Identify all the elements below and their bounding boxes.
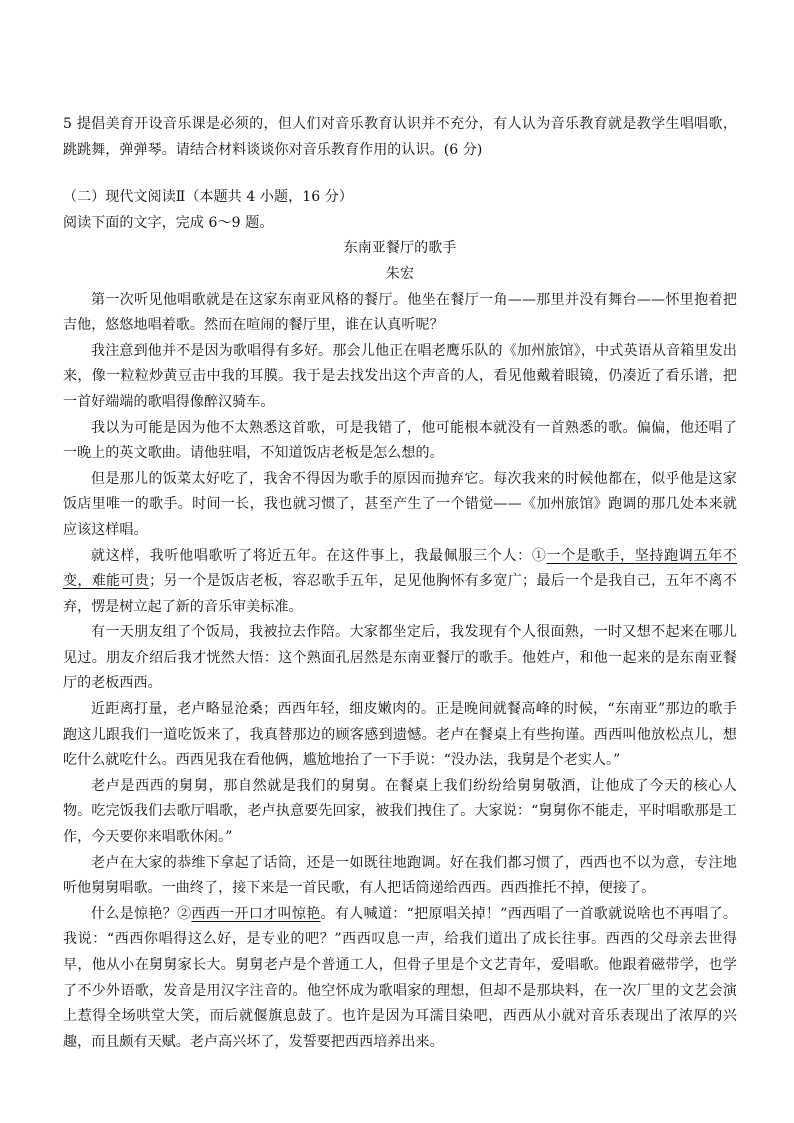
article-paragraph-10 bbox=[63, 902, 737, 1056]
article-paragraph-3: 我以为可能是因为他不太熟悉这首歌，可是我错了，他可能根本就没有一首熟悉的歌。偏偏，他还唱了一晚上的英文歌曲。请他驻唱，不知道饭店老板是怎么想的。 bbox=[63, 419, 737, 462]
section-instruction: 阅读下面的文字，完成 6～9 题。 bbox=[63, 214, 274, 231]
article-paragraph-2: 我注意到他并不是因为歌唱得有多好。那会儿他正在唱老鹰乐队的《加州旅馆》，中式英语从音箱里发出来，像一粒粒炒黄豆击中我的耳膜。我于是去找发出这个声音的人，看见他戴着眼镜，仍凑近了看乐谱，把一首好端端的歌唱得像醉汉骑车。 bbox=[63, 342, 737, 410]
document-page bbox=[63, 112, 737, 1055]
article-paragraph-7: 近距离打量，老卢略显沧桑；西西年轻，细皮嫩肉的。正是晚间就餐高峰的时候，“东南亚”那边的歌手跑这儿跟我们一道吃饭来了，我真替那边的顾客感到遗憾。老卢在餐桌上有些拘谨。西西叫他放松点儿，想吃什么就吃什么。西西见我在看他俩，尴尬地抬了一下手说：“没办法，我舅是个老实人。” bbox=[63, 701, 737, 769]
section-heading: （二）现代文阅读Ⅱ（本题共 4 小题，16 分） bbox=[63, 189, 353, 206]
spacer bbox=[63, 163, 737, 185]
underlined-sentence-1: 一个是歌手，坚持跑调五年不变，难能可贵 bbox=[63, 547, 737, 590]
article-paragraph-6: 有一天朋友组了个饭局，我被拉去作陪。大家都坐定后，我发现有个人很面熟，一时又想不起来在哪儿见过。朋友介绍后我才恍然大悟：这个熟面孔居然是东南亚餐厅的歌手。他姓卢，和他一起来的是东南亚餐厅的老板西西。 bbox=[63, 624, 737, 692]
article-paragraph-1: 第一次听见他唱歌就是在这家东南亚风格的餐厅。他坐在餐厅一角——那里并没有舞台——怀里抱着把吉他，悠悠地唱着歌。然而在喧闹的餐厅里，谁在认真听呢？ bbox=[63, 291, 737, 334]
article-paragraph-4: 但是那儿的饭菜太好吃了，我舍不得因为歌手的原因而抛弃它。每次我来的时候他都在，似乎他是这家饭店里唯一的歌手。时间一长，我也就习惯了，甚至产生了一个错觉——《加州旅馆》跑调的那几处本来就应该这样唱。 bbox=[63, 470, 737, 538]
paragraph-5-text-b: ；另一个是饭店老板，容忍歌手五年，足见他胸怀有多宽广；最后一个是我自己，五年不离不弃，愣是树立起了新的音乐审美标准。 bbox=[63, 573, 737, 615]
article-paragraph-8: 老卢是西西的舅舅，那自然就是我们的舅舅。在餐桌上我们纷纷给舅舅敬酒，让他成了今天的核心人物。吃完饭我们去歌厅唱歌，老卢执意要先回家，被我们拽住了。大家说：“舅舅你不能走，平时唱歌那是工作，今天要你来唱歌休闲。” bbox=[63, 777, 737, 846]
paragraph-5-text-a: 就这样，我听他唱歌听了将近五年。在这件事上，我最佩服三个人：① bbox=[91, 547, 547, 564]
paragraph-10-text-a: 什么是惊艳？② bbox=[91, 905, 192, 922]
paragraph-10-text-b: 。有人喊道：“把原唱关掉！”西西唱了一首歌就说啥也不再唱了。我说：“西西你唱得这么好，是专业的吧？”西西叹息一声，给我们道出了成长往事。西西的父母亲去世得早，他从小在舅舅家长大。舅舅老卢是个普通工人，但骨子里是个文艺青年，爱唱歌。他跟着磁带学，也学了不少外语歌，发音是用汉字注音的。他空怀成为歌唱家的理想，但却不是那块料，在一次厂里的文艺会演上惹得全场哄堂大笑，而后就偃旗息鼓了。也许是因为耳濡目染吧，西西从小就对音乐表现出了浓厚的兴趣，而且颇有天赋。老卢高兴坏了，发誓要把西西培养出来。 bbox=[63, 905, 738, 1050]
article-paragraph-5 bbox=[63, 544, 737, 621]
article-title: 东南亚餐厅的歌手 bbox=[343, 240, 457, 257]
article-paragraph-9: 老卢在大家的恭维下拿起了话筒，还是一如既往地跑调。好在我们都习惯了，西西也不以为意，专注地听他舅舅唱歌。一曲终了，接下来是一首民歌，有人把话筒递给西西。西西推托不掉，便接了。 bbox=[63, 854, 737, 897]
underlined-sentence-2: 西西一开口才叫惊艳 bbox=[191, 905, 321, 922]
question-5: 5 提倡美育开设音乐课是必须的，但人们对音乐教育认识并不充分，有人认为音乐教育就是教学生唱唱歌，跳跳舞，弹弹琴。请结合材料谈谈你对音乐教育作用的认识。(6 分) bbox=[63, 116, 737, 158]
article-author: 朱宏 bbox=[385, 265, 415, 282]
